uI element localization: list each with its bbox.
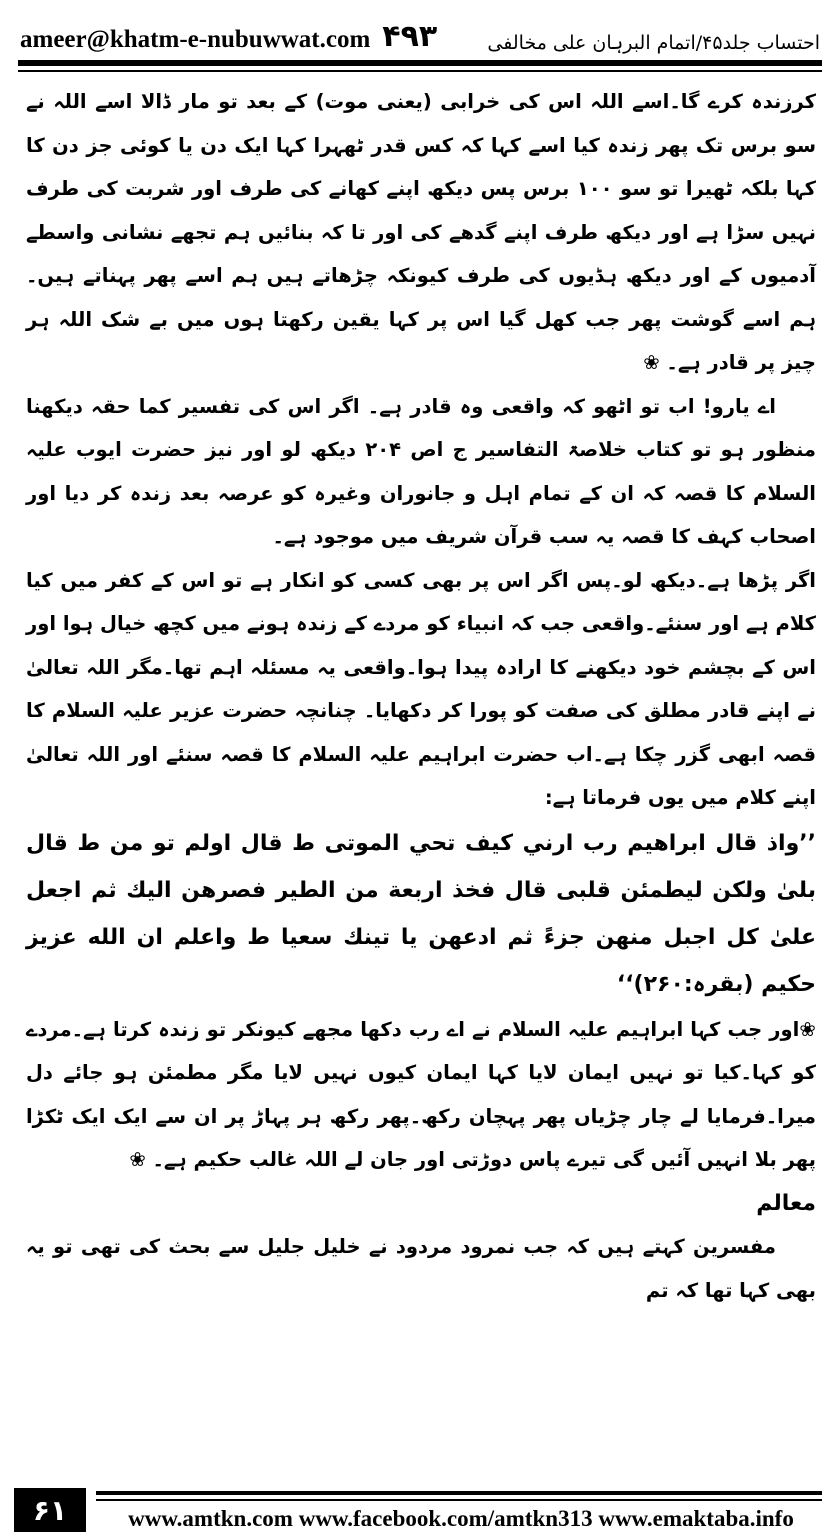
header-left: [20, 19, 437, 54]
footer-links: www.amtkn.com www.facebook.com/amtkn313 www.emaktaba.info: [128, 1506, 794, 1531]
header-rule-thin: [18, 70, 822, 72]
translation: [26, 1008, 816, 1182]
footer-rule-thin: [96, 1499, 822, 1501]
paragraph-2: اے یارو! اب تو اٹھو کہ واقعی وہ قادر ہے۔ اگر اس کی تفسیر کما حقہ دیکھنا منظور ہو تو کتاب خلاصۃ التفاسیر ج اص ۲۰۴ دیکھ لو اور نیز حضرت ایوب علیہ السلام کا قصہ کہ ان کے تمام اہل و جانوران وغیرہ کو عرصہ بعد زندہ کر دیا اور اصحاب کہف کا قصہ یہ سب قرآن شریف میں موجود ہے۔: [26, 394, 816, 548]
header-email: ameer@khatm-e-nubuwwat.com: [20, 26, 371, 53]
ayah-end-icon: ❀: [643, 351, 660, 374]
translation-text: اور جب کہا ابراہیم علیہ السلام نے اے رب دکھا مجھے کیونکر تو زندہ کرتا ہے۔مردے کو کہا۔کیا تو نہیں ایمان لایا کہا ایمان کیوں نہیں لایا مگر مطمئن ہو جائے دل میرا۔فرمایا لے چار چڑیاں پھر پہچان رکھ۔پھر رکھ ہر پہاڑ پر ان سے ایک ایک ٹکڑا پھر بلا انہیں آئیں گی تیرے پاس دوڑتی اور جان لے اللہ غالب حکیم ہے۔: [26, 1017, 816, 1171]
ayah-end-icon-2: ❀: [129, 1148, 146, 1171]
paragraph-1-text: کرزندہ کرے گا۔اسے اللہ اس کی خرابی (یعنی موت) کے بعد تو مار ڈالا اسے اللہ نے سو برس تک پھر زندہ کیا اسے کہا کہ کس قدر ٹھہرا کہا ایک دن یا کوئی جز دن کا کہا بلکہ ٹھیرا تو سو ۱۰۰ برس پس دیکھ اپنے کھانے کی طرف اور شربت کی طرف نہیں سڑا ہے اور دیکھ طرف اپنے گدھے کی اور تا کہ بنائیں ہم تجھے نشانی واسطے آدمیوں کے اور دیکھ ہڈیوں کی طرف کیونکہ چڑھاتے ہیں ہم اسے پھر پہناتے ہیں۔ہم اسے گوشت پھر جب کھل گیا اس پر کہا یقین رکھتا ہوں میں بے شک اللہ ہر چیز پر قادر ہے۔: [26, 90, 817, 374]
header-title: احتساب جلد۴۵/اتمام البرہان علی مخالفی: [487, 32, 820, 54]
ayah-start-icon: ❀: [799, 1017, 816, 1041]
paragraph-3: اگر پڑھا ہے۔دیکھ لو۔پس اگر اس پر بھی کسی کو انکار ہے تو اس کے کفر میں کیا کلام ہے اور سنئے۔واقعی جب کہ انبیاء کو مردے کے زندہ ہونے میں کچھ خیال ہوا اور اس کے بچشم خود دیکھنے کا ارادہ پیدا ہوا۔واقعی یہ مسئلہ اہم تھا۔مگر اللہ تعالیٰ نے اپنے قادر مطلق کی صفت کو پورا کر دکھایا۔ چنانچہ حضرت عزیر علیہ السلام کا قصہ ابھی گزر چکا ہے۔اب حضرت ابراہیم علیہ السلام کا قصہ سنئے اور اللہ تعالیٰ اپنے کلام میں یوں فرماتا ہے:: [26, 568, 816, 809]
quran-verse: ’’واذ قال ابراهيم رب ارني كيف تحي الموتى ط قال اولم تو من ط قال بلىٰ ولكن ليطمئن قلبى قال فخذ اربعة من الطير فصرهن اليك ثم اجعل علىٰ كل اجبل منهن جزءً ثم ادعهن يا تينك سعيا ط واعلم ان الله عزيز حكيم (بقرہ:۲۶۰)‘‘: [26, 830, 816, 997]
section-heading: معالم: [756, 1190, 816, 1216]
page-body: [26, 80, 816, 1312]
paragraph-1: [26, 80, 816, 385]
footer-page-number: ۶۱: [14, 1488, 86, 1532]
header-rule-thick: [18, 60, 822, 66]
footer-rule-thick: [96, 1491, 822, 1495]
header-page-number: ۴۹۳: [382, 19, 438, 54]
paragraph-4: مفسرین کہتے ہیں کہ جب نمرود مردود نے خلیل جلیل سے بحث کی تھی تو یہ بھی کہا تھا کہ تم: [26, 1235, 816, 1302]
page-header: [20, 6, 820, 54]
